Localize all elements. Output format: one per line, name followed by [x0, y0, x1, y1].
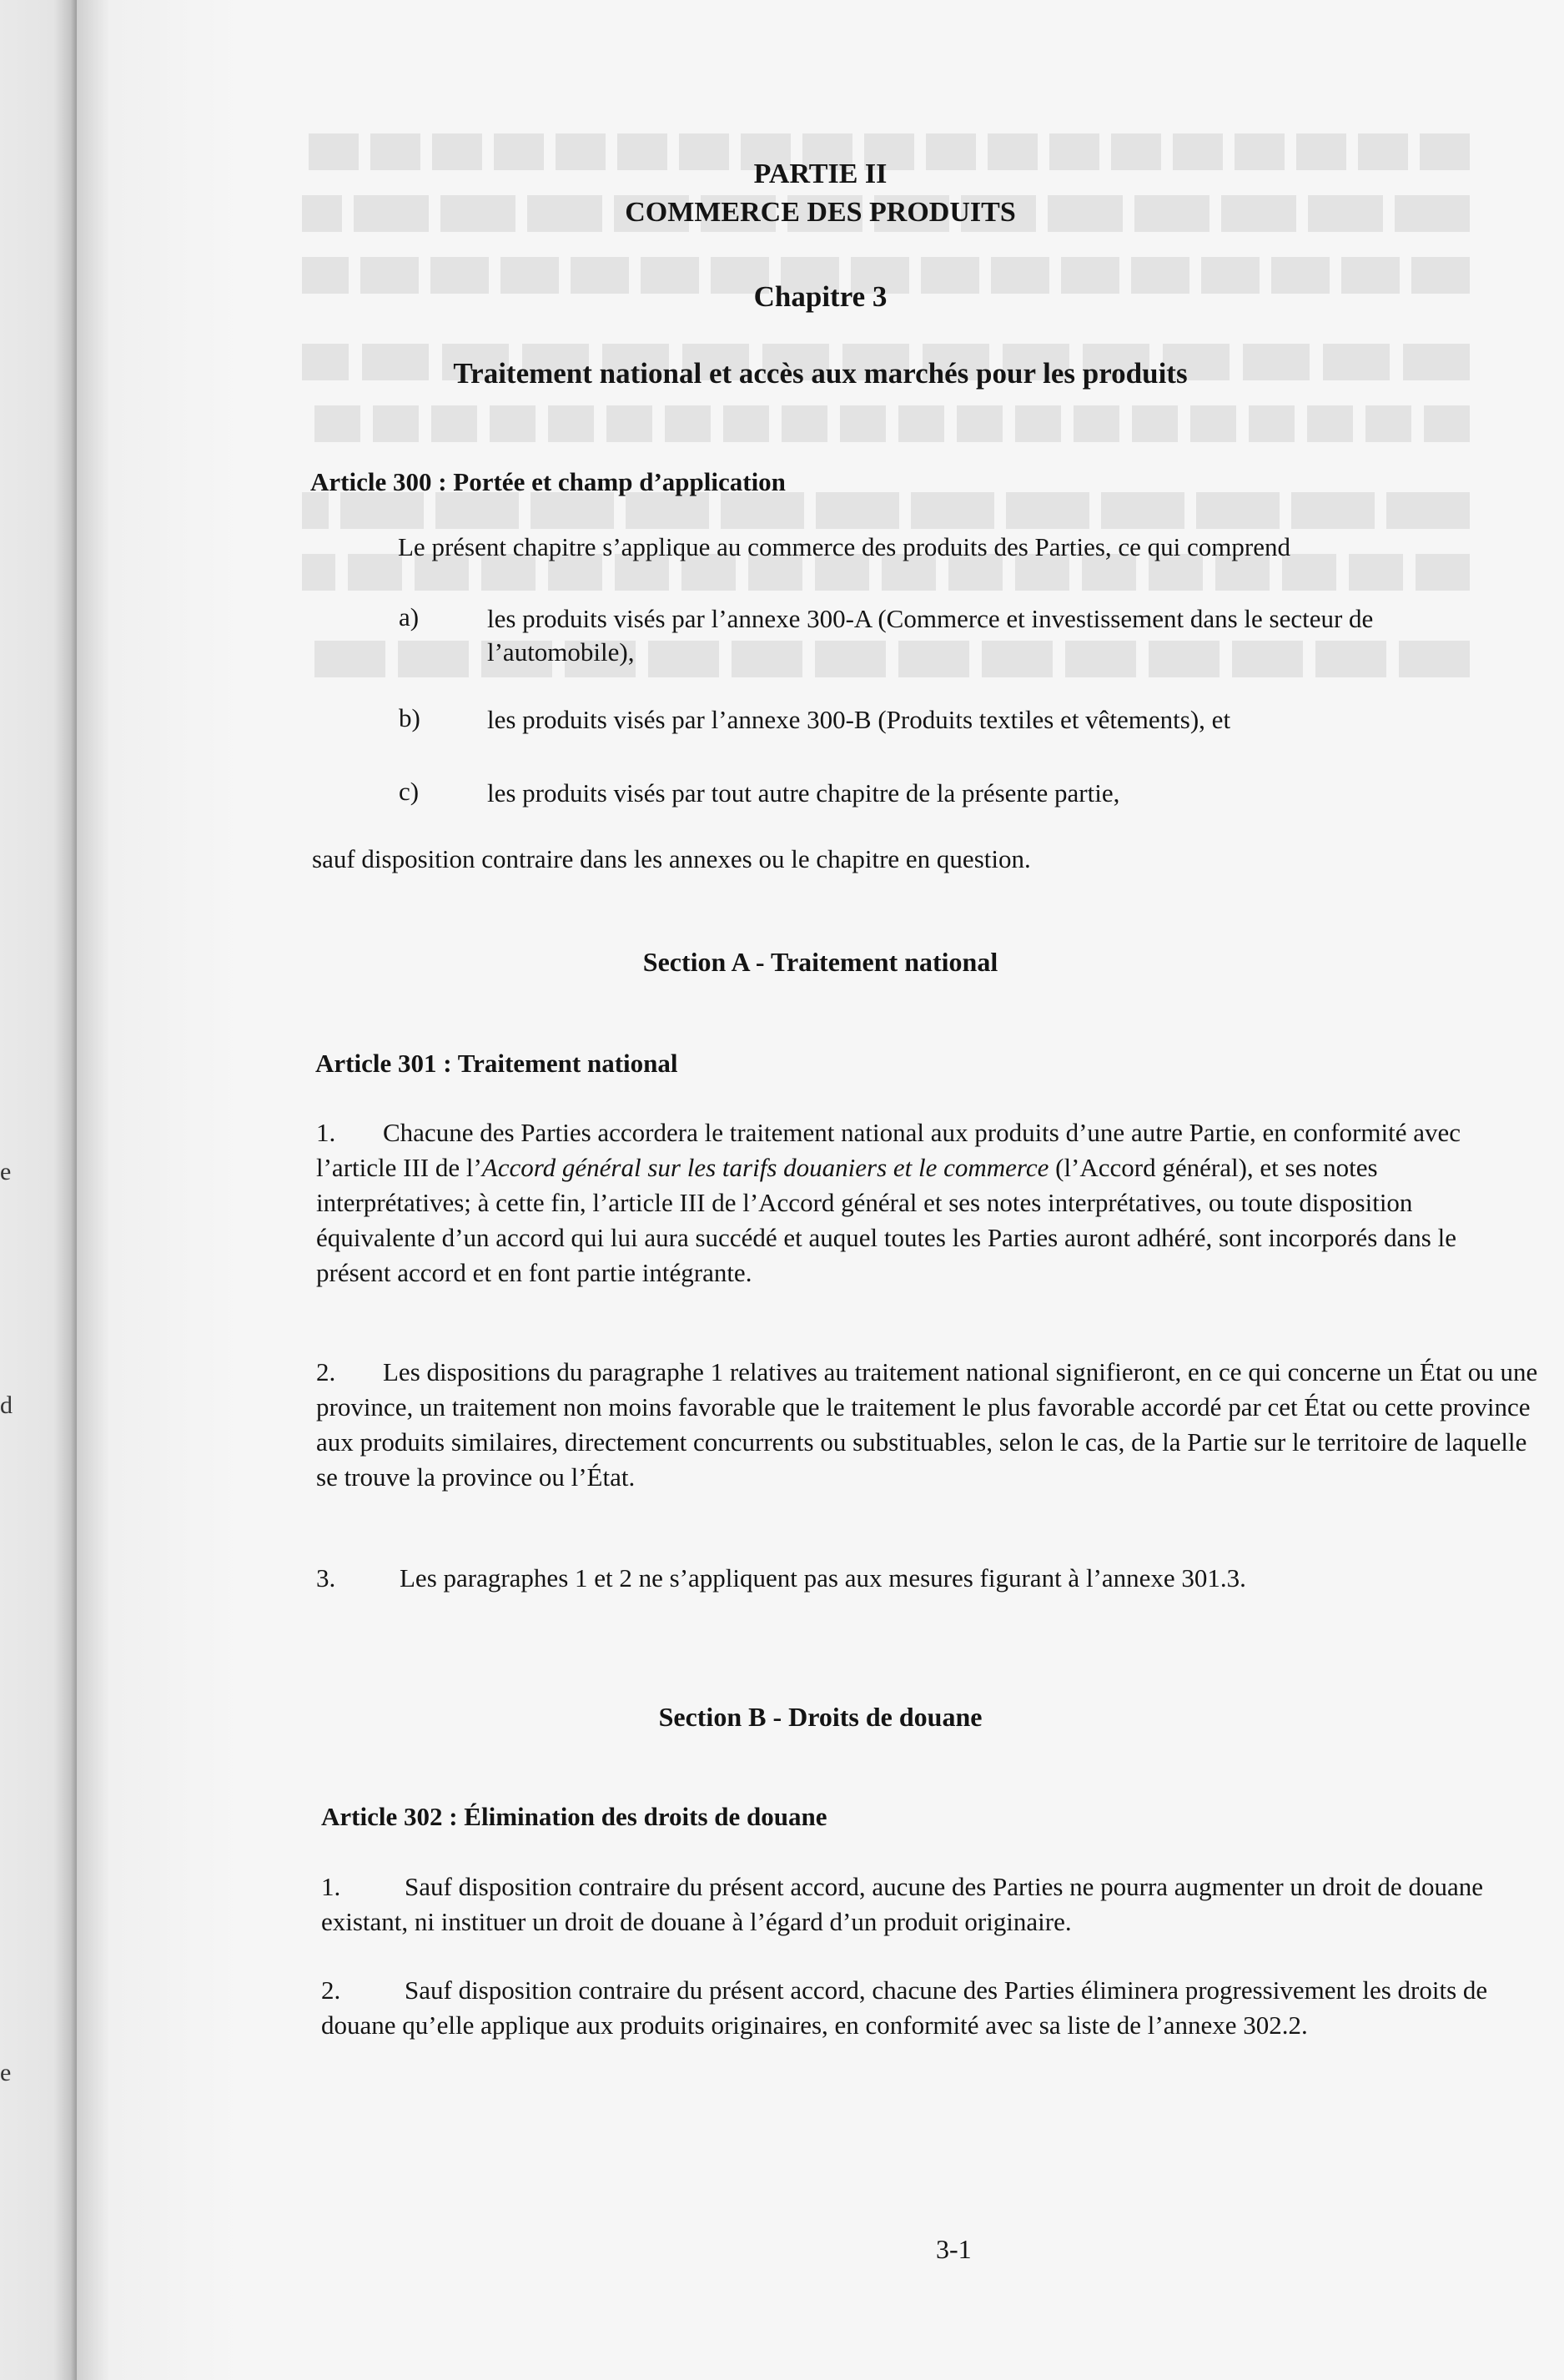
article-300-closing: sauf disposition contraire dans les annexes ou le chapitre en question. — [312, 844, 1031, 873]
article-301-paragraph-1 — [316, 1115, 1530, 1291]
part-heading: PARTIE II — [753, 158, 888, 189]
article-301-paragraph-2 — [316, 1355, 1542, 1495]
article-302-paragraph-1 — [321, 1869, 1539, 1940]
paragraph-number: 2. — [321, 1975, 341, 2005]
paragraph-text: Chacune des Parties accordera le traitement national aux produits d’une autre Partie, en conformité avec l’article III de l’ — [316, 1118, 1461, 1182]
list-item-label: b) — [399, 703, 420, 732]
list-item-text: les produits visés par l’annexe 300-A (Commerce et investissement dans le secteur de l’automobile), — [487, 604, 1374, 667]
article-301-heading: Article 301 : Traitement national — [315, 1049, 678, 1078]
part-title: COMMERCE DES PRODUITS — [625, 197, 1016, 228]
paragraph-number: 3. — [316, 1563, 336, 1593]
page-number: 3-1 — [936, 2234, 972, 2264]
paragraph-text: Les paragraphes 1 et 2 ne s’appliquent pas aux mesures figurant à l’annexe 301.3. — [400, 1563, 1246, 1593]
list-item-text: les produits visés par tout autre chapitre de la présente partie, — [487, 778, 1120, 808]
article-301-paragraph-3 — [316, 1561, 1542, 1596]
document-page — [77, 0, 1564, 2380]
chapter-title: Traitement national et accès aux marchés pour les produits — [453, 357, 1188, 390]
previous-page-letter: e — [0, 1158, 12, 1185]
section-b-heading: Section B - Droits de douane — [658, 1702, 983, 1732]
list-item-label: c) — [399, 777, 420, 806]
article-302-heading: Article 302 : Élimination des droits de douane — [321, 1802, 827, 1831]
article-300-heading: Article 300 : Portée et champ d’application — [310, 467, 786, 496]
paragraph-text: Les dispositions du paragraphe 1 relatives au traitement national signifieront, en ce qui concerne un État ou une province, un traitement non moins favorable que le traitement le plus favorable accordé par cet État ou cette province aux produits similaires, directement concurrents ou substituables, selon le cas, de la Partie sur le territoire de laquelle se trouve la province ou l’État. — [316, 1357, 1538, 1492]
paragraph-number: 1. — [316, 1118, 336, 1147]
paragraph-text: (l’Accord général), et ses notes interprétatives; à cette fin, l’article III de l’Accord général et ses notes interprétatives, ou toute disposition équivalente d’un accord qui lui aura succédé et auquel toutes les Parties auront adhéré, sont incorporés dans le présent accord et en font partie intégrante. — [316, 1153, 1456, 1287]
chapter-heading: Chapitre 3 — [753, 280, 888, 313]
previous-page-letter: e — [0, 2059, 12, 2086]
paragraph-text: Sauf disposition contraire du présent accord, chacune des Parties éliminera progressivement les droits de douane qu’elle applique aux produits originaires, en conformité avec sa liste de l’annexe 302.2. — [321, 1975, 1488, 2040]
agreement-title: Accord général sur les tarifs douaniers et le commerce — [481, 1153, 1049, 1182]
article-300-intro: Le présent chapitre s’applique au commerce des produits des Parties, ce qui comprend — [398, 532, 1290, 561]
page-content — [77, 0, 1564, 2380]
list-item-label: a) — [399, 602, 420, 631]
paragraph-text: Sauf disposition contraire du présent accord, aucune des Parties ne pourra augmenter un droit de douane existant, ni instituer un droit de douane à l’égard d’un produit originaire. — [321, 1872, 1483, 1936]
article-302-paragraph-2 — [321, 1973, 1539, 2043]
previous-page-letter: d — [0, 1391, 13, 1419]
section-a-heading: Section A - Traitement national — [642, 947, 998, 977]
list-item-text: les produits visés par l’annexe 300-B (Produits textiles et vêtements), et — [487, 705, 1231, 734]
paragraph-number: 2. — [316, 1357, 336, 1386]
paragraph-number: 1. — [321, 1872, 341, 1901]
previous-page-edge — [0, 0, 77, 2380]
